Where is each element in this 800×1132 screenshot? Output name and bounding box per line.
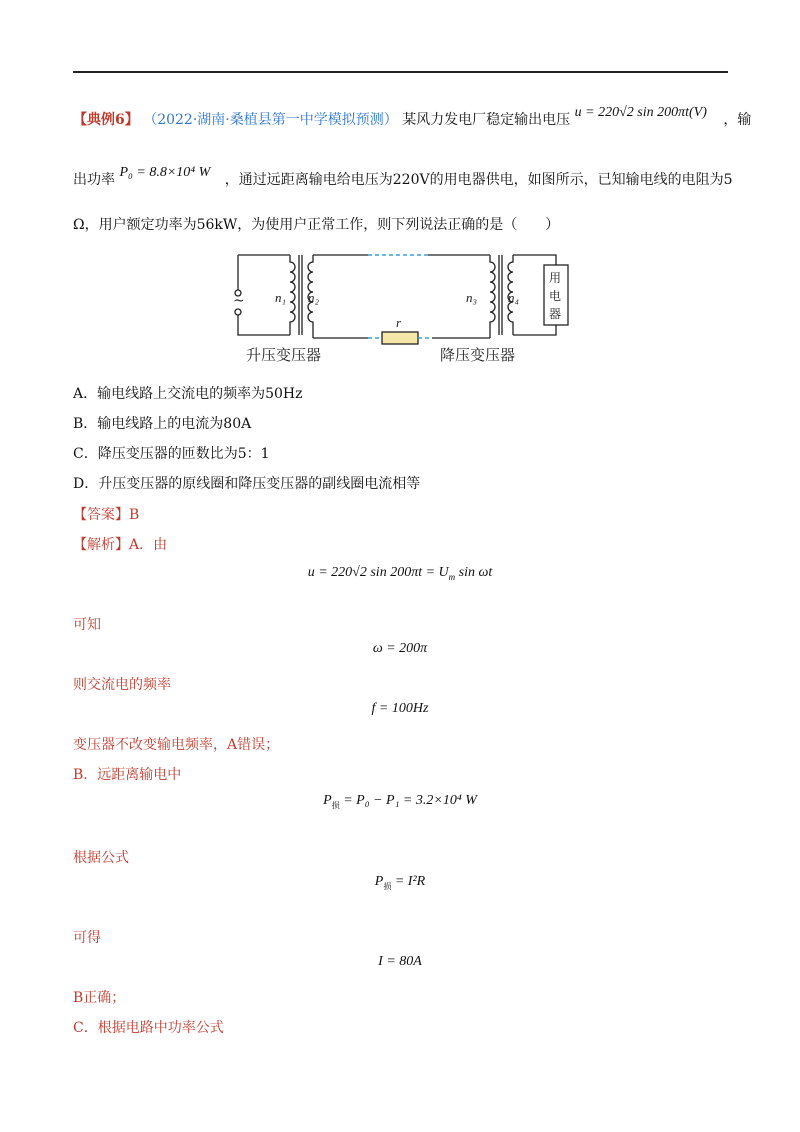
example-tag: 【典例6】: [73, 112, 139, 128]
option-b: B．输电线路上的电流为80A: [73, 416, 252, 432]
equation-3: f = 100Hz: [371, 701, 429, 716]
equation-6: I = 80A: [378, 954, 422, 969]
problem-line-2: [73, 165, 733, 191]
load-char-1: 用: [549, 271, 562, 285]
solution-text-8: C．根据电路中功率公式: [73, 1020, 224, 1036]
solution-text-4: B．远距离输电中: [73, 767, 182, 783]
load-char-3: 器: [549, 307, 562, 321]
label-n3: n₃: [466, 290, 478, 305]
problem-text-2-head: 出功率: [73, 172, 115, 188]
equation-5: $P_损 = I^2R$: [374, 874, 426, 891]
solution-text-6: 可得: [73, 930, 101, 946]
solution-text-2: 则交流电的频率: [73, 677, 171, 693]
transmission-circuit-diagram: [228, 250, 573, 365]
voltage-formula: u = 220√2 sin 200πt(V): [574, 105, 707, 120]
solution-text-1: 可知: [73, 617, 101, 633]
option-c: C．降压变压器的匝数比为5：1: [73, 446, 270, 462]
resistor-r: [382, 332, 418, 344]
source-wire-bottom: [238, 315, 290, 335]
coil-n3: [490, 255, 495, 335]
source-terminal-bottom: [235, 309, 241, 315]
step-down-label: 降压变压器: [440, 346, 516, 364]
coil-n1: [290, 255, 295, 335]
answer-label: 【答案】B: [73, 507, 140, 523]
problem-text-2: ，通过远距离输电给电压为220V的用电器供电，如图所示，已知输电线的电阻为5: [224, 172, 733, 188]
load-char-2: 电: [549, 289, 562, 303]
solution-text-5: 根据公式: [73, 850, 129, 866]
equation-1: u = 220√2 $\sin 200\pi t = U_m$ sin ωt: [307, 565, 493, 582]
analysis-label: 【解析】A．由: [73, 537, 168, 553]
label-n1: n₁: [275, 290, 287, 305]
top-rule: [73, 71, 728, 73]
solution-text-7: B正确；: [73, 990, 126, 1006]
option-d: D．升压变压器的原线圈和降压变压器的副线圈电流相等: [73, 476, 421, 492]
problem-line-1: [73, 105, 752, 131]
problem-text-1-tail: ，输: [723, 112, 752, 128]
power-formula: P₀ = 8.8×10⁴ W: [119, 165, 211, 180]
equation-2: ω = 200π: [372, 641, 428, 656]
problem-line-3: Ω，用户额定功率为56kW，为使用户正常工作，则下列说法正确的是（ ）: [73, 217, 560, 233]
problem-source: （2022·湖南·桑植县第一中学模拟预测）: [143, 112, 398, 128]
label-n4: n₄: [508, 290, 520, 305]
label-r: r: [396, 315, 402, 330]
solution-text-3: 变压器不改变输电频率，A错误；: [73, 737, 280, 753]
label-n2: n₂: [308, 290, 320, 305]
ac-symbol: ~: [233, 293, 245, 309]
equation-4: $P_损 = P_0 - P_1 = 3.2\times 10^4$ W: [323, 793, 477, 810]
step-up-label: 升压变压器: [246, 346, 322, 364]
problem-text-1: 某风力发电厂稳定输出电压: [402, 112, 571, 128]
option-a: A．输电线路上交流电的频率为50Hz: [73, 386, 303, 402]
